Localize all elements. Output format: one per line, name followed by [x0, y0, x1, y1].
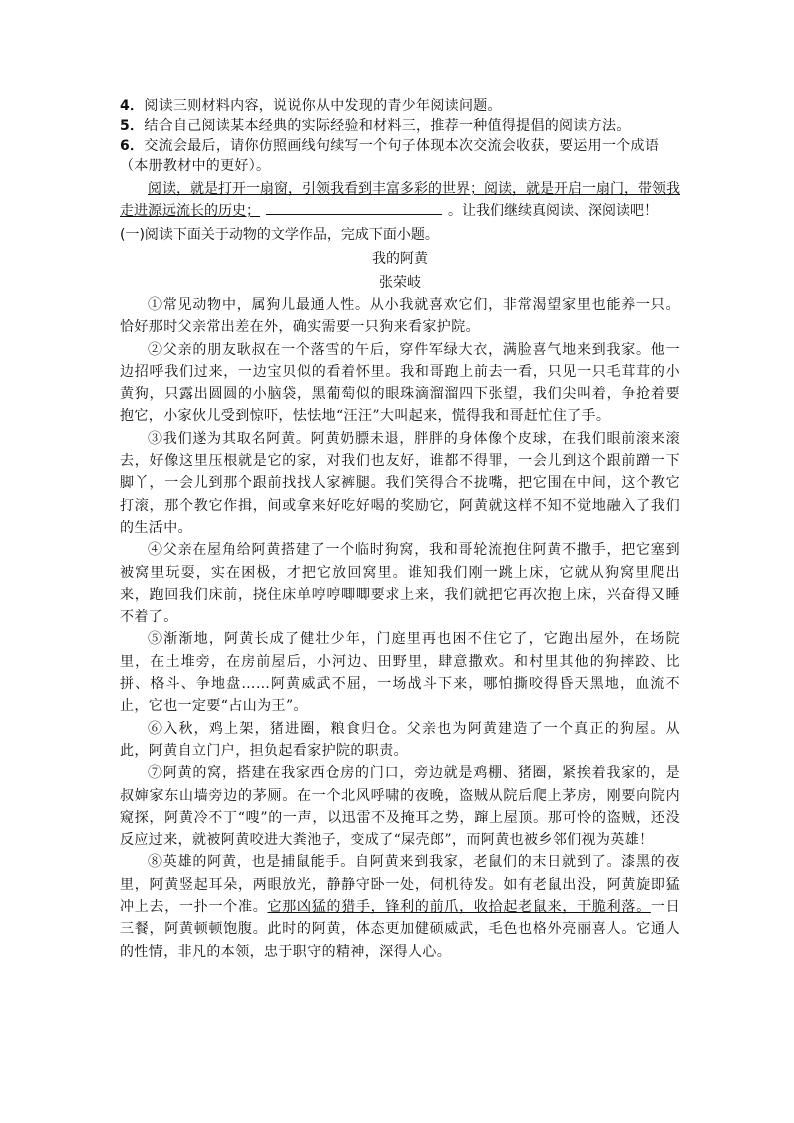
paragraph-5: ⑤渐渐地，阿黄长成了健壮少年，门庭里再也困不住它了，它跑出屋外，在场院里，在土堆旁，在房前屋后，小河边、田野里，肆意撒欢。和村里其他的狗摔跤、比拼、格斗、争地盘……阿黄威武不屈，一场战斗下来，哪怕撕咬得昏天黑地，血流不止，它也一定要“占山为王”。: [120, 631, 680, 715]
paragraph-2: ②父亲的朋友耿叔在一个落雪的午后，穿件军绿大衣，满脸喜气地来到我家。他一边招呼我们过来，一边宝贝似的看着怀里。我和哥跑上前去一看，只见一只毛茸茸的小黄狗，只露出圆圆的小脑袋，黑葡萄似的眼珠滴溜溜四下张望，我们尖叫着，争抢着要抱它，小家伙儿受到惊吓，怯怯地“汪汪”大叫起来，慌得我和哥赶忙住了手。: [120, 341, 680, 425]
paragraph-8-end: 一日三餐，阿黄顿顿饱腹。此时的阿黄，体态更加健硕威武，毛色也格外亮丽喜人。它通人的性情，非凡的本领，忠于职守的精神，深得人心。: [120, 899, 681, 960]
paragraph-8: [120, 851, 680, 962]
paragraph-7: ⑦阿黄的窝，搭建在我家西仓房的门口，旁边就是鸡棚、猪圈，紧挨着我家的，是叔婶家东山墙旁边的茅厕。在一个北风呼啸的夜晚，盗贼从院后爬上茅房，刚要向院内窥探，阿黄冷不丁“嗖”的一声，以迅雷不及掩耳之势，蹿上屋顶。那可怜的盗贼，还没反应过来，就被阿黄咬进大粪池子，变成了“屎壳郎”，而阿黄也被乡邻们视为英雄！: [120, 765, 680, 849]
question-number: 6．: [120, 138, 145, 154]
paragraph-8-start: ⑧英雄的阿黄，也是捕鼠能手。自阿黄来到我家，老鼠们的末日就到了。漆黑的夜里，阿黄竖起耳朵，两眼放光，静静守卧一处，伺机待发。如有老鼠出没，阿黄旋即猛冲上去，一扑一个准。: [120, 854, 680, 916]
question-4: [120, 96, 680, 116]
model-sentence: [120, 178, 680, 222]
answer-blank[interactable]: [266, 200, 442, 215]
question-text: 交流会最后，请你仿照画线句续写一个句子体现本次交流会收获，要运用一个成语（本册教材中的更好）。: [120, 138, 660, 174]
underlined-sentence: 它那凶猛的猎手，锋利的前爪，收拾起老鼠来，干脆利落。: [267, 899, 651, 916]
model-sentence-ending: 。让我们继续真阅读、深阅读吧！: [448, 203, 658, 219]
article-title: 我的阿黄: [372, 251, 428, 267]
question-number: 4．: [120, 98, 145, 114]
question-5: [120, 116, 680, 136]
section-heading: (一)阅读下面关于动物的文学作品，完成下面小题。: [120, 227, 439, 243]
question-text: 阅读三则材料内容，说说你从中发现的青少年阅读问题。: [144, 98, 502, 114]
paragraph-3: ③我们遂为其取名阿黄。阿黄奶膘未退，胖胖的身体像个皮球，在我们眼前滚来滚去，好像这里压根就是它的家，对我们也友好，谁都不得罪，一会儿到这个跟前蹭一下脚丫，一会儿到那个跟前找找人家裤腿。我们笑得合不拢嘴，把它围在中间，这个教它打滚，那个教它作揖，间或拿来好吃好喝的奖励它，阿黄就这样不知不觉地融入了我们的生活中。: [120, 430, 680, 536]
question-text: 结合自己阅读某本经典的实际经验和材料三，推荐一种值得提倡的阅读方法。: [144, 118, 631, 134]
question-number: 5．: [120, 118, 145, 134]
underlined-model-sentence: 阅读，就是打开一扇窗，引领我看到丰富多彩的世界；阅读，就是开启一扇门，带领我走进源远流长的历史；: [120, 181, 680, 219]
paragraph-6: ⑥入秋，鸡上架，猪进圈，粮食归仓。父亲也为阿黄建造了一个真正的狗屋。从此，阿黄自立门户，担负起看家护院的职责。: [120, 720, 680, 759]
document-page: [120, 96, 680, 963]
paragraph-1: ①常见动物中，属狗儿最通人性。从小我就喜欢它们，非常渴望家里也能养一只。恰好那时父亲常出差在外，确实需要一只狗来看家护院。: [120, 297, 680, 336]
paragraph-4: ④父亲在屋角给阿黄搭建了一个临时狗窝，我和哥轮流抱住阿黄不撒手，把它塞到被窝里玩耍，实在困极，才把它放回窝里。谁知我们刚一跳上床，它就从狗窝里爬出来，跑回我们床前，挠住床单哼哼唧唧要求上来，我们就把它再次抱上床，兴奋得又睡不着了。: [120, 542, 680, 626]
article-author: 张荣岐: [379, 275, 421, 291]
question-6: [120, 136, 680, 176]
